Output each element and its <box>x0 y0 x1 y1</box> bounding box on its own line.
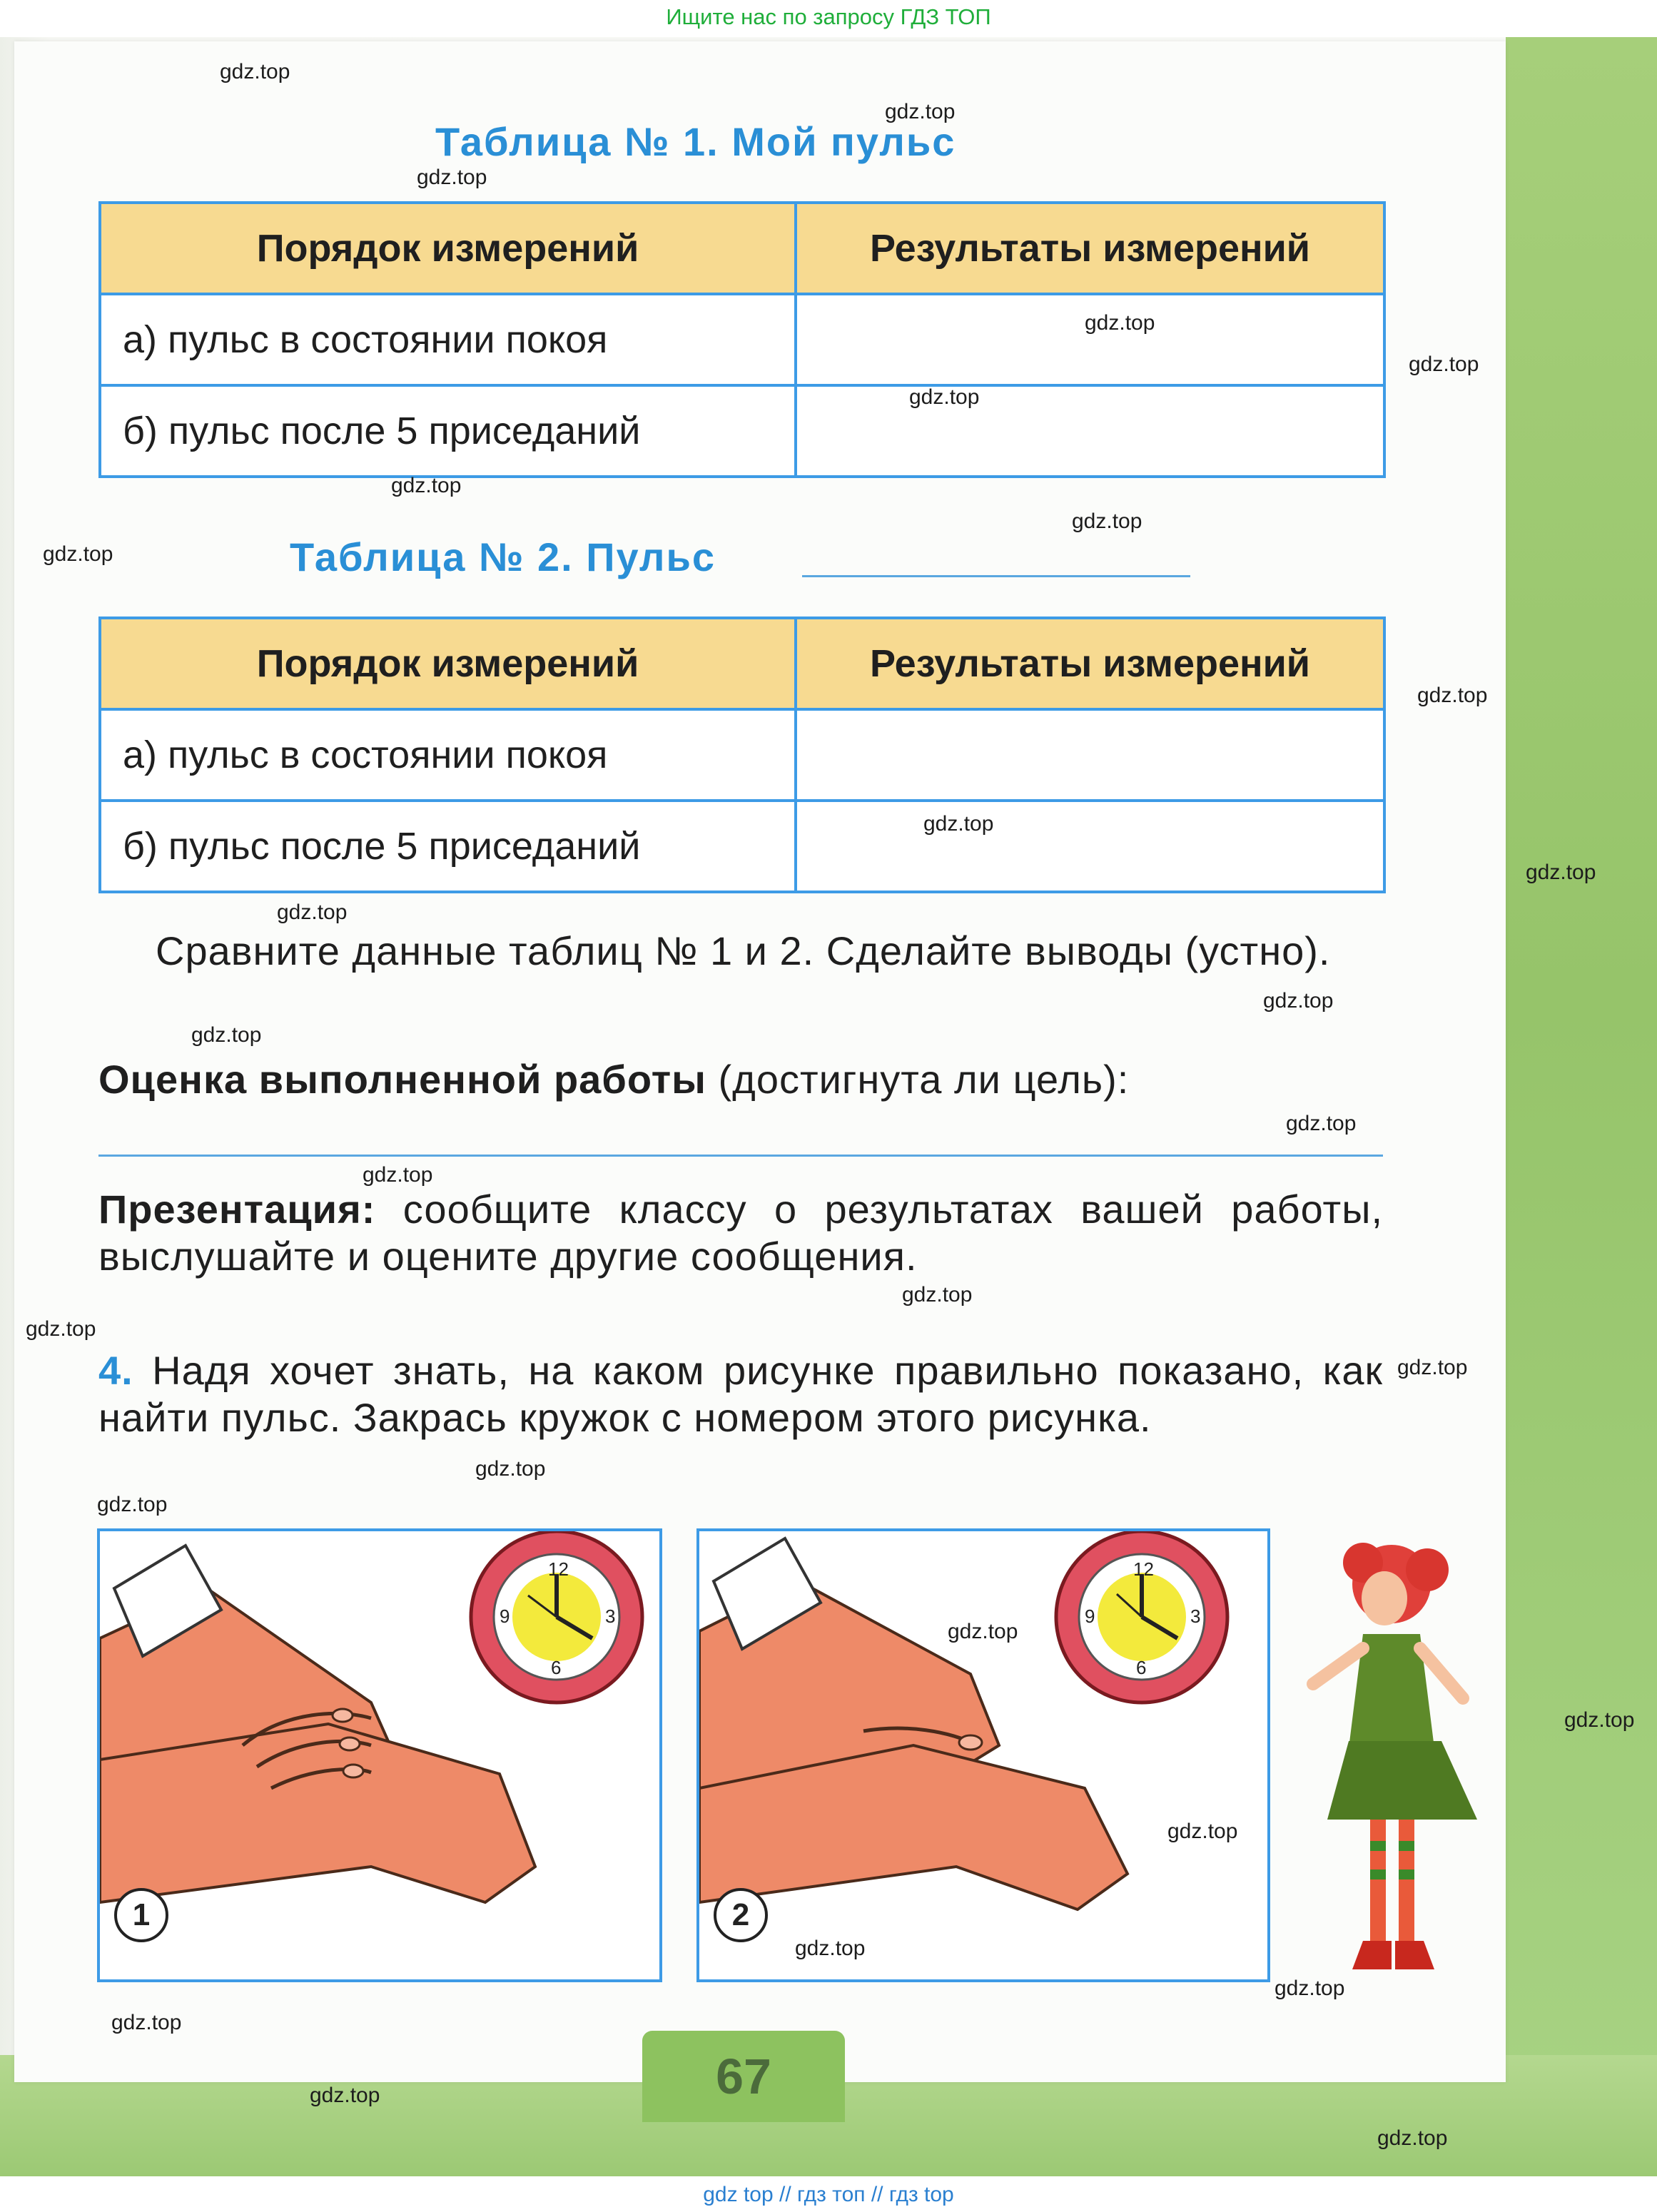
picture-2-number-circle[interactable]: 2 <box>714 1888 768 1942</box>
table2-row-label: а) пульс в состоянии покоя <box>100 709 796 801</box>
table1-title: Таблица № 1. Мой пульс <box>435 119 956 164</box>
watermark: gdz.top <box>885 100 956 123</box>
presentation-paragraph <box>98 1186 1383 1280</box>
watermark: gdz.top <box>1085 311 1155 335</box>
table2-header-results: Результаты измерений <box>796 618 1384 709</box>
watermark: gdz.top <box>97 1493 168 1516</box>
watermark: gdz.top <box>1526 861 1596 884</box>
pulse-hand-illustration <box>100 1531 659 1979</box>
table-row <box>100 801 1384 892</box>
svg-text:12: 12 <box>548 1558 569 1580</box>
evaluation-answer-line[interactable] <box>98 1155 1383 1157</box>
svg-text:6: 6 <box>1136 1657 1147 1678</box>
svg-text:9: 9 <box>500 1605 510 1627</box>
table2-title-blank[interactable] <box>802 575 1190 577</box>
table1-header-results: Результаты измерений <box>796 203 1384 294</box>
evaluation-line <box>98 1056 1383 1103</box>
table1-header-row <box>100 203 1384 294</box>
watermark: gdz.top <box>1409 352 1479 376</box>
watermark: gdz.top <box>795 1937 866 1960</box>
top-banner: Ищите нас по запросу ГДЗ ТОП <box>0 0 1657 34</box>
watermark: gdz.top <box>1417 684 1488 707</box>
watermark: gdz.top <box>363 1163 433 1187</box>
task4-number: 4. <box>98 1348 133 1393</box>
table-row <box>100 385 1384 477</box>
watermark: gdz.top <box>1377 2126 1448 2150</box>
girl-illustration <box>1284 1534 1499 1991</box>
table2-title: Таблица № 2. Пульс <box>290 534 716 579</box>
watermark: gdz.top <box>1286 1112 1357 1135</box>
watermark: gdz.top <box>1275 1977 1345 2000</box>
svg-text:6: 6 <box>551 1657 562 1678</box>
watermark: gdz.top <box>191 1023 262 1047</box>
picture-1 <box>97 1528 662 1982</box>
svg-text:12: 12 <box>1133 1558 1154 1580</box>
compare-instruction: Сравните данные таблиц № 1 и 2. Сделайте выводы (устно). <box>156 928 1331 973</box>
table1-header-order: Порядок измерений <box>100 203 796 294</box>
table1-result-cell[interactable] <box>796 294 1384 385</box>
table-row <box>100 709 1384 801</box>
watermark: gdz.top <box>43 542 113 566</box>
task4-text: Надя хочет знать, на каком рисунке правильно показано, как найти пульс. Закрась кружок с номером этого рисунка. <box>98 1348 1384 1440</box>
watermark: gdz.top <box>948 1620 1018 1643</box>
table-row <box>100 294 1384 385</box>
watermark: gdz.top <box>1072 509 1142 533</box>
table2-row-label: б) пульс после 5 приседаний <box>100 801 796 892</box>
watermark: gdz.top <box>417 166 487 189</box>
watermark: gdz.top <box>902 1283 973 1307</box>
presentation-text: сообщите классу о результатах вашей работы, выслушайте и оцените другие сообщения. <box>98 1187 1384 1279</box>
watermark: gdz.top <box>923 812 994 836</box>
task4-paragraph <box>98 1347 1383 1441</box>
bottom-banner: gdz top // гдз топ // гдз top <box>0 2178 1657 2212</box>
green-margin <box>1506 37 1657 2176</box>
svg-text:3: 3 <box>605 1605 616 1627</box>
watermark: gdz.top <box>1167 1820 1238 1843</box>
table2-header-order: Порядок измерений <box>100 618 796 709</box>
picture-1-number-circle[interactable]: 1 <box>114 1888 168 1942</box>
watermark: gdz.top <box>220 60 290 83</box>
page-number: 67 <box>642 2031 845 2122</box>
watermark: gdz.top <box>909 385 980 409</box>
watermark: gdz.top <box>1564 1708 1635 1732</box>
watermark: gdz.top <box>475 1457 546 1481</box>
watermark: gdz.top <box>391 474 462 497</box>
watermark: gdz.top <box>277 900 348 924</box>
evaluation-question: (достигнута ли цель): <box>718 1057 1130 1102</box>
table2-result-cell[interactable] <box>796 801 1384 892</box>
picture-2 <box>696 1528 1270 1982</box>
table1 <box>98 201 1386 478</box>
table2-result-cell[interactable] <box>796 709 1384 801</box>
watermark: gdz.top <box>310 2084 380 2107</box>
table2 <box>98 617 1386 893</box>
watermark: gdz.top <box>111 2011 182 2034</box>
watermark: gdz.top <box>1263 989 1334 1013</box>
table2-header-row <box>100 618 1384 709</box>
table1-result-cell[interactable] <box>796 385 1384 477</box>
svg-text:9: 9 <box>1085 1605 1095 1627</box>
watermark: gdz.top <box>26 1317 96 1341</box>
table1-row-label: б) пульс после 5 приседаний <box>100 385 796 477</box>
svg-text:3: 3 <box>1190 1605 1201 1627</box>
pulse-hand-illustration <box>699 1531 1267 1979</box>
evaluation-label: Оценка выполненной работы <box>98 1057 706 1102</box>
table1-row-label: а) пульс в состоянии покоя <box>100 294 796 385</box>
presentation-label: Презентация: <box>98 1187 376 1232</box>
watermark: gdz.top <box>1397 1356 1468 1379</box>
